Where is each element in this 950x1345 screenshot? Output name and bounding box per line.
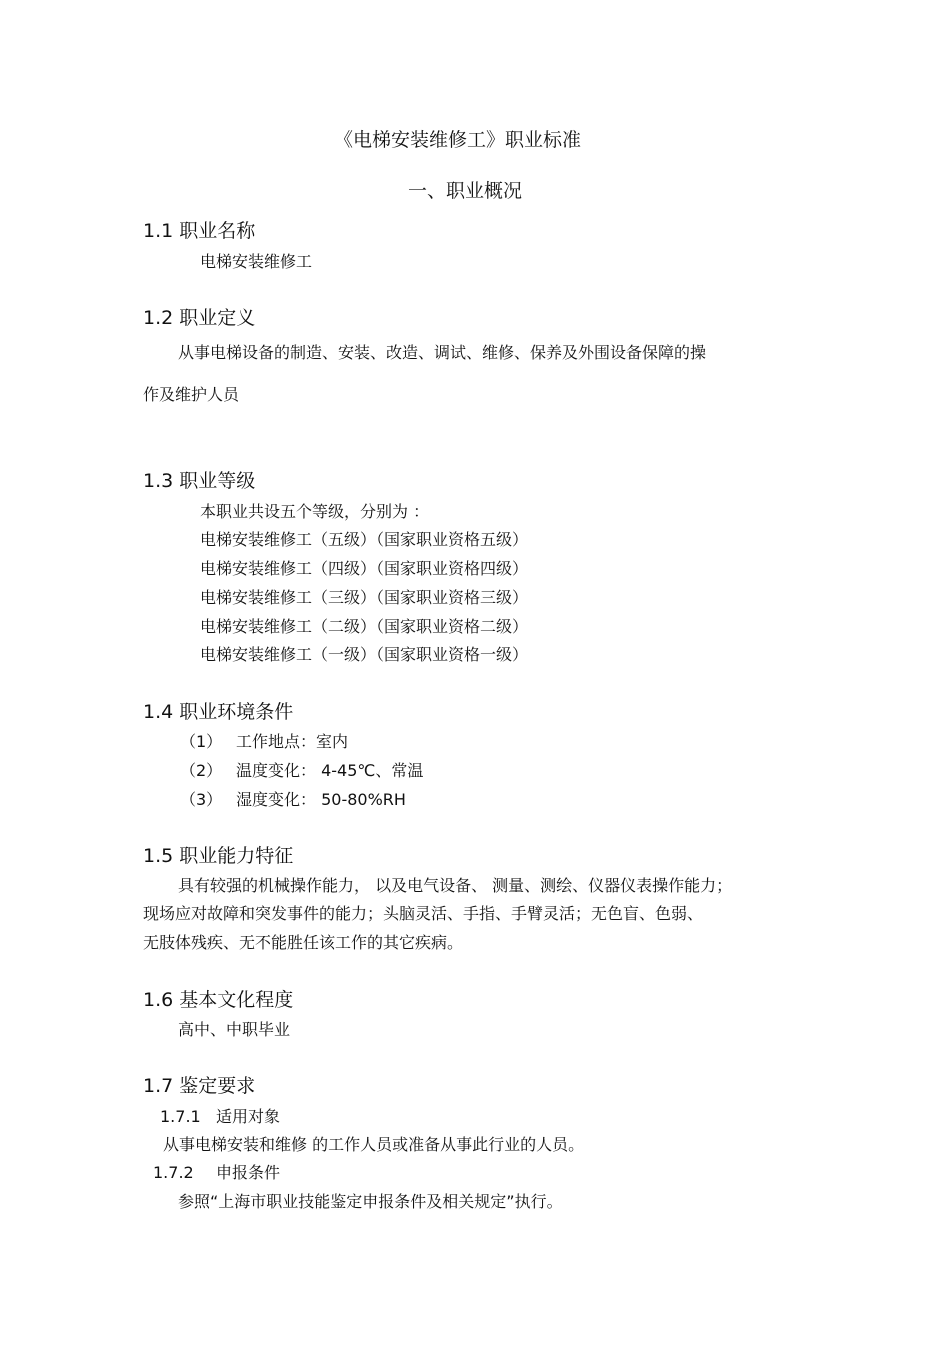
subsection-label: 申报条件 [216,1163,281,1182]
section-heading-1-2: 1.2 职业定义 [143,307,256,329]
subsection-number: 1.7.1 [160,1107,201,1126]
chapter-heading: 一、职业概况 [408,180,523,202]
section-heading-1-4: 1.4 职业环境条件 [143,701,294,723]
document-title: 《电梯安装维修工》职业标准 [334,129,582,151]
level-item: 电梯安装维修工（二级）（国家职业资格二级） [200,617,529,636]
level-item: 电梯安装维修工（五级）（国家职业资格五级） [200,530,529,549]
section-heading-1-6: 1.6 基本文化程度 [143,989,294,1011]
section-intro-1-3: 本职业共设五个等级，分别为 ： [200,502,430,521]
subsection-body-1-7-1: 从事电梯安装和维修 的工作人员或准备从事此行业的人员。 [163,1135,585,1154]
section-heading-1-7: 1.7 鉴定要求 [143,1075,256,1097]
section-body-1-1: 电梯安装维修工 [200,252,313,271]
subsection-number: 1.7.2 [153,1163,194,1182]
env-item-text: 湿度变化： 50-80%RH [236,790,406,809]
level-item: 电梯安装维修工（一级）（国家职业资格一级） [200,645,529,664]
subsection-label: 适用对象 [216,1107,281,1126]
level-item: 电梯安装维修工（三级）（国家职业资格三级） [200,588,529,607]
level-item: 电梯安装维修工（四级）（国家职业资格四级） [200,559,529,578]
section-heading-1-3: 1.3 职业等级 [143,470,256,492]
section-heading-1-1: 1.1 职业名称 [143,220,256,242]
env-item-text: 工作地点：室内 [236,732,349,751]
section-body-1-5-line1: 具有较强的机械操作能力， 以及电气设备、 测量、测绘、仪器仪表操作能力； [178,876,733,895]
section-body-1-6: 高中、中职毕业 [178,1020,291,1039]
section-body-1-2-line1: 从事电梯设备的制造、安装、改造、调试、维修、保养及外围设备保障的操 [178,343,707,362]
section-body-1-5-line3: 无肢体残疾、无不能胜任该工作的其它疾病。 [143,933,464,952]
section-body-1-2-line2: 作及维护人员 [143,385,240,404]
section-heading-1-5: 1.5 职业能力特征 [143,845,294,867]
section-body-1-5-line2: 现场应对故障和突发事件的能力；头脑灵活、手指、手臂灵活；无色盲、色弱、 [143,904,704,923]
env-item-text: 温度变化： 4-45℃、常温 [236,761,424,780]
env-item-number: （3） [180,790,223,809]
subsection-body-1-7-2: 参照“上海市职业技能鉴定申报条件及相关规定”执行。 [178,1192,563,1211]
env-item-number: （2） [180,761,223,780]
env-item-number: （1） [180,732,223,751]
